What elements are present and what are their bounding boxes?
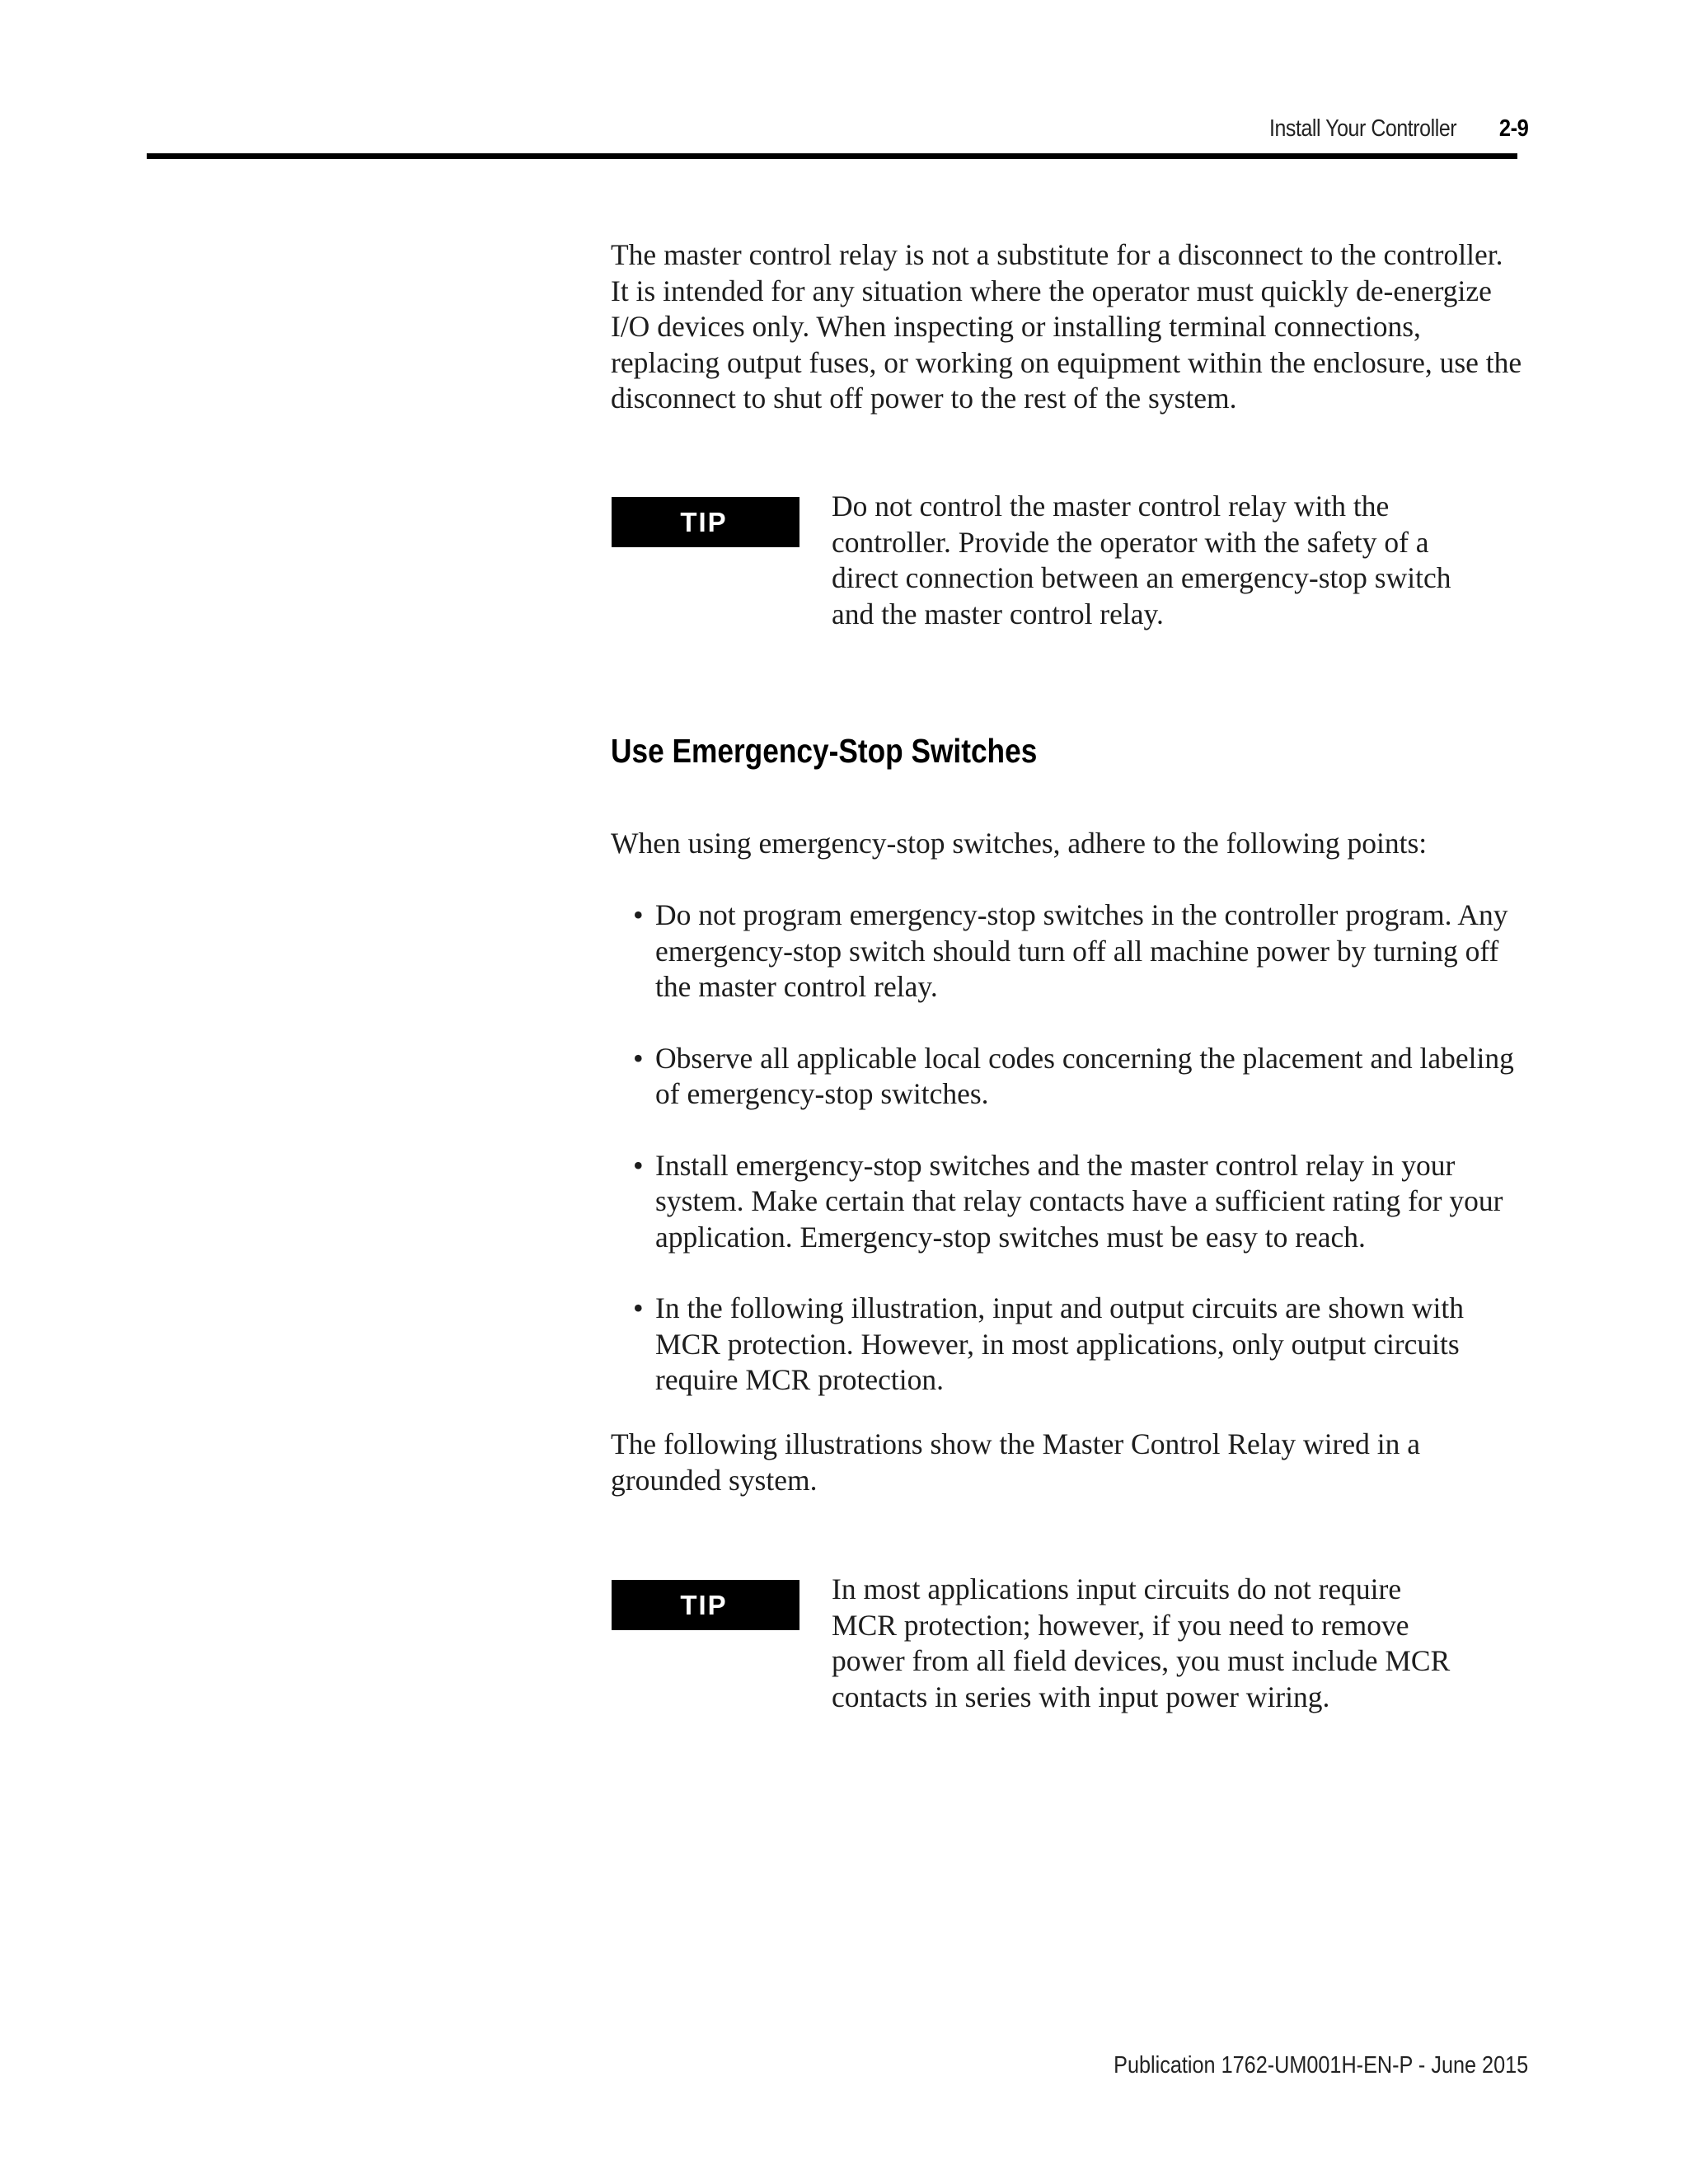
bullet-icon: • (633, 1148, 644, 1182)
header-rule (147, 153, 1517, 159)
lead-in-paragraph: When using emergency-stop switches, adhere to the following points: (611, 827, 1428, 860)
bullet-icon: • (633, 898, 644, 931)
list-item (633, 1291, 1529, 1399)
illustration-note-paragraph: The following illustrations show the Master Control Relay wired in a grounded system. (611, 1427, 1421, 1497)
list-item-text: Observe all applicable local codes concerning the placement and labeling of emergency-stop switches. (655, 1041, 1514, 1110)
tip-label: TIP (612, 1580, 799, 1630)
bullet-icon: • (633, 1291, 644, 1324)
tip-text: In most applications input circuits do not require MCR protection; however, if you need to remove power from all field devices, you must include MCR contacts in series with input power wiring. (832, 1572, 1451, 1713)
list-item (633, 1148, 1529, 1256)
header-section-name: Install Your Controller (1269, 115, 1457, 142)
list-item (633, 898, 1529, 1005)
bullet-list (633, 898, 1529, 1399)
list-item-text: Do not program emergency-stop switches in the controller program. Any emergency-stop switch should turn off all machine power by turning off the master control relay. (655, 898, 1508, 1003)
list-item-text: In the following illustration, input and output circuits are shown with MCR protection. However, in most applications, only output circuits require MCR protection. (655, 1291, 1465, 1396)
section-heading: Use Emergency-Stop Switches (611, 732, 1038, 770)
list-item-text: Install emergency-stop switches and the master control relay in your system. Make certain that relay contacts have a sufficient rating for your application. Emergency-stop switches must be easy to reach. (655, 1148, 1503, 1254)
bullet-icon: • (633, 1041, 644, 1075)
tip-label: TIP (612, 497, 799, 547)
running-header (1239, 115, 1528, 143)
intro-paragraph: The master control relay is not a substitute for a disconnect to the controller. It is intended for any situation where the operator must quickly de-energize I/O devices only. When inspecting or installing terminal connections, replacing output fuses, or working on equipment within the enclosure, use the disconnect to shut off power to the rest of the system. (611, 238, 1522, 415)
tip-text: Do not control the master control relay with the controller. Provide the operator with the safety of a direct connection between an emergency-stop switch and the master control relay. (832, 490, 1451, 630)
page-number: 2-9 (1498, 115, 1528, 142)
publication-footer: Publication 1762-UM001H-EN-P - June 2015 (1113, 2052, 1528, 2079)
list-item (633, 1041, 1529, 1113)
